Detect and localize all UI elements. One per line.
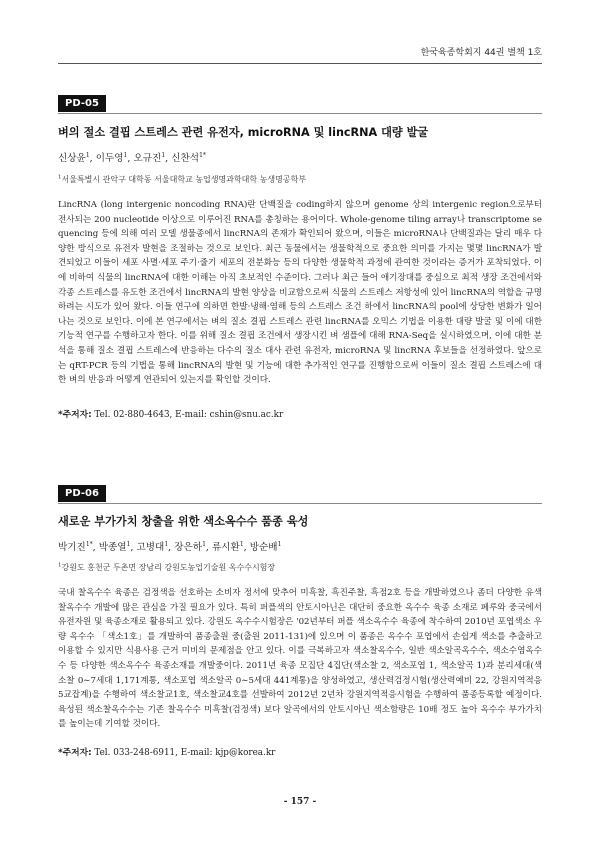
header-rule xyxy=(58,63,542,64)
author-name: 장은하 xyxy=(174,542,203,553)
abstract-text: LincRNA (long intergenic noncoding RNA)란 단백질을 coding하지 않으며 genome 상의 intergenic region으로부터 전사되는 200 nucleotide 이상으로 이루어진 RNA를 총칭하는 용어이다. Whole-genome tiling array나 transcriptome sequencing 등에 의해 여러 모델 생물종에서 lincRNA의 존재가 확인되어 왔으며, 이들은 microRNA나 단백질과는 달리 매우 다양한 방식으로 유전자 발현을 조절하는 것으로 보인다. 최근 동물에서는 생물학적으로 중요한 의미를 가지는 몇몇 lincRNA가 발견되었고 이들이 세포 사멸·세포 주기·줄기 세포의 전분화능 등의 다양한 생물학적 과정에 관여한 것이라는 증거가 포착되었다. 이에 비하여 식물의 lincRNA에 대한 이해는 아직 초보적인 수준이다. 그러나 최근 들어 애기장대를 중심으로 최적 생장 조건에서와 각종 스트레스를 유도한 조건에서 lincRNA의 발현 양상을 비교함으로써 식물의 스트레스 저항성에 있어 lincRNA의 역할을 규명하려는 시도가 있어 왔다. 이들 연구에 의하면 한발·냉해·염해 등의 스트레스 조건 하에서 lincRNA의 pool에 상당한 변화가 일어나는 것으로 보인다. 이에 본 연구에서는 벼의 질소 결핍 스트레스 관련 lincRNA를 오믹스 기법을 이용한 대량 발굴 및 이에 대한 기능적 연구를 수행하고자 한다. 이를 위해 질소 결핍 조건에서 생장시킨 벼 샘플에 대해 RNA-Seq을 실시하였으며, 이에 대한 분석을 통해 질소 결핍 스트레스에 반응하는 다수의 질소 대사 관련 유전자, microRNA 및 lincRNA 후보들을 선정하였다. 앞으로는 qRT-PCR 등의 기법을 통해 lincRNA의 발현 및 기능에 대한 추가적인 연구를 진행함으로써 이들이 질소 결핍 스트레스에 대한 벼의 반응과 어떻게 연관되어 있는지를 확인할 것이다. xyxy=(58,200,542,386)
author-sup: 1* xyxy=(85,540,93,548)
author-name: 신찬석 xyxy=(171,153,200,164)
author-sup: 1 xyxy=(277,540,282,548)
contact-line xyxy=(58,407,283,420)
author-sup: 1 xyxy=(164,540,169,548)
author-sup: 1 xyxy=(123,151,128,159)
author-list: 신상윤$^1$, 이두영$^1$, 오규진$^1$, 신찬석$^{1*}$ xyxy=(58,151,206,164)
author-sup: 1 xyxy=(161,151,166,159)
section-badge: PD-05 xyxy=(58,95,106,112)
author-name: 신상윤 xyxy=(58,153,86,164)
author-name: 방순배 xyxy=(249,542,278,553)
affiliation-sup: 1 xyxy=(58,174,62,181)
contact-text: Tel. 033-248-6911, E-mail: kjp@korea.kr xyxy=(94,748,276,758)
author-list: 박기진$^{1*}$, 박종열$^1$, 고병대$^1$, 장은하$^1$, 류시환$^1$, 방순배$^1$ xyxy=(58,540,282,553)
affiliation-sup: 1 xyxy=(58,562,62,569)
affiliation-text: 서울특별시 관악구 대학동 서울대학교 농업생명과학대학 농생명공학부 xyxy=(61,175,307,184)
author-name: 오규진 xyxy=(133,153,162,164)
affiliation xyxy=(58,174,306,185)
contact-text: Tel. 02-880-4643, E-mail: cshin@snu.ac.kr xyxy=(94,410,284,420)
affiliation xyxy=(58,562,275,573)
section-rule xyxy=(58,503,542,504)
contact-line xyxy=(58,745,275,758)
author-sup: 1* xyxy=(199,151,206,159)
author-name: 박기진 xyxy=(58,542,86,553)
author-sup: 1 xyxy=(202,540,206,548)
section-rule xyxy=(58,113,542,114)
author-sup: 1 xyxy=(85,151,90,159)
section-badge: PD-06 xyxy=(58,485,106,502)
contact-label: *주저자: xyxy=(58,410,92,420)
author-name: 이두영 xyxy=(95,153,124,164)
author-name: 류시환 xyxy=(212,542,240,553)
author-name: 박종열 xyxy=(98,542,127,553)
section-title: 새로운 부가가치 창출을 위한 색소옥수수 품종 육성 xyxy=(58,515,309,528)
section-title: 벼의 절소 결핍 스트레스 관련 유전자, microRNA 및 lincRNA 대량 발굴 xyxy=(58,126,429,139)
abstract-text: 국내 찰옥수수 육종은 검정색을 선호하는 소비자 정서에 맞추어 미흑찰, 흑진주찰, 흑점2호 등을 개발하였으나 좀더 다양한 유색 찰옥수수 개발에 많은 관심을 가질 필요가 있다. 특히 퍼플색의 안토시아닌은 대단히 중요한 옥수수 육종 소재로 페루와 중국에서 유전자원 및 육종소재로 활용되고 있다. 강원도 옥수수시험장은 '02년부터 퍼플 색소옥수수 육종에 착수하여 2010년 포엽색소 우량 옥수수 「색소1호」를 개발하여 품종출원 중(출원 2011-131)에 있으며 이 품종은 옥수수 포엽에서 손쉽게 색소를 추출하고 이용할 수 있지만 식용사용 근거 미비의 문제점을 안고 있다. 이를 극복하고자 색소찰옥수수, 일반 색소알곡옥수수, 색소수염옥수수 등 다양한 색소옥수수 육종소재를 개발중이다. 2011년 육종 모집단 4집단(색소찰 2, 색소포엽 1, 색소알곡 1)과 분리세대(색소찰 0∼7세대 1,171계통, 색소포엽 색소알곡 0∼5세대 441계통)을 양성하였고, 생산력검정시험(생산력예비 22, 강원지역적응 5교잡계)을 수행하여 색소찰교1호, 색소찰교4호를 선발하여 2012년 2년차 강원지역적응시험을 수행하여 품종등록할 예정이다. 육성된 색소찰옥수수는 기존 찰옥수수 미흑찰(검정색) 보다 알곡에서의 안토시아닌 색소함량은 10배 정도 높아 옥수수 부가가치를 높이는데 기여할 것이다. xyxy=(58,588,542,730)
journal-header: 한국육종학회지 44권 별책 1호 xyxy=(420,48,542,58)
page-number: - 157 - xyxy=(283,797,317,807)
author-sup: 1 xyxy=(126,540,131,548)
affiliation-text: 강원도 홍천군 두촌면 장남리 강원도농업기술원 옥수수시험장 xyxy=(61,563,276,572)
author-sup: 1 xyxy=(239,540,244,548)
author-name: 고병대 xyxy=(136,542,165,553)
contact-label: *주저자: xyxy=(58,748,92,758)
